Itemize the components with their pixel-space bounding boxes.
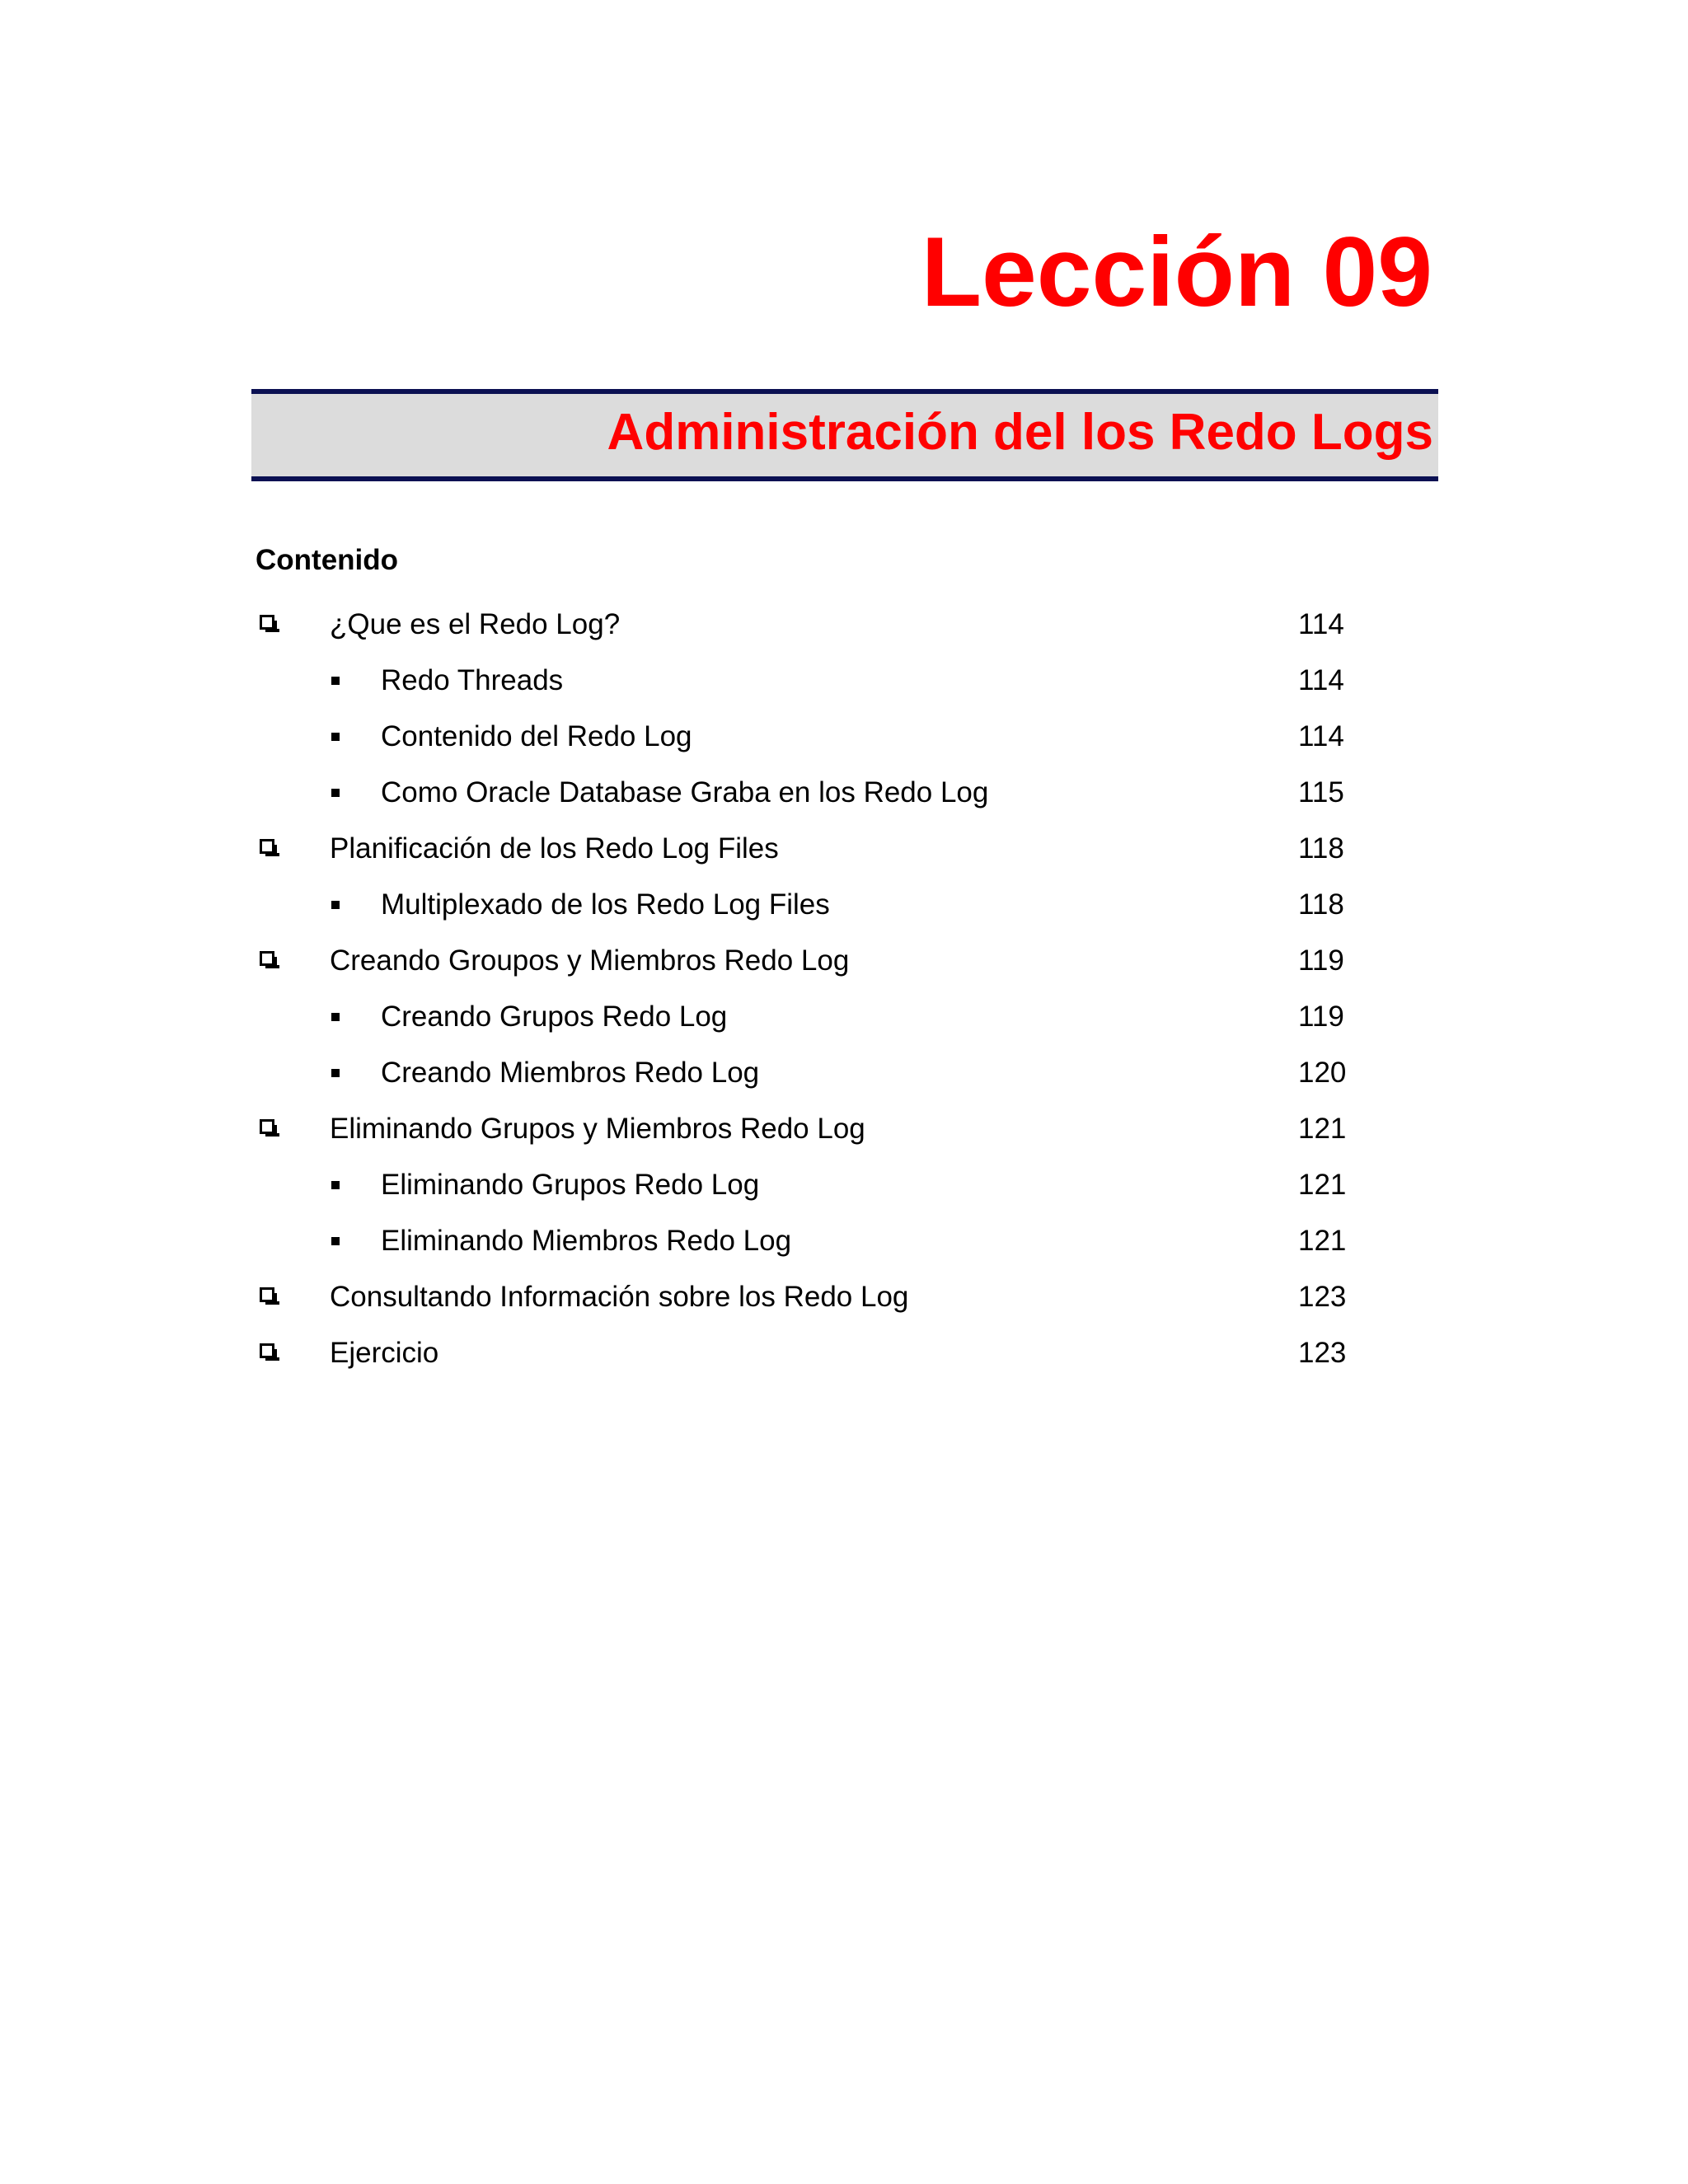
- square-bullet-icon: [331, 1237, 340, 1245]
- toc-page-number: 120: [1298, 1057, 1347, 1089]
- toc-section-row: [256, 1110, 1360, 1166]
- toc-entry-label: Como Oracle Database Graba en los Redo Log: [381, 776, 989, 808]
- square-bullet-icon: [331, 1013, 340, 1021]
- toc-section-row: [256, 1334, 1360, 1390]
- toc-entry-label: Multiplexado de los Redo Log Files: [381, 888, 830, 921]
- toc-entry-label: Redo Threads: [381, 664, 564, 696]
- title-banner: [251, 389, 1438, 481]
- checkbox-icon: [260, 1287, 274, 1302]
- toc-subsection-row: [256, 998, 1360, 1054]
- toc-subsection-row: [256, 1222, 1360, 1278]
- toc-section-row: [256, 830, 1360, 886]
- toc-page-number: 114: [1298, 664, 1344, 696]
- toc-subsection-row: [256, 1054, 1360, 1110]
- toc-entry-label: Creando Grupos Redo Log: [381, 1001, 728, 1033]
- square-bullet-icon: [331, 1181, 340, 1189]
- toc-page-number: 123: [1298, 1337, 1347, 1369]
- square-bullet-icon: [331, 733, 340, 741]
- toc-entry-label: Ejercicio: [330, 1337, 439, 1369]
- checkbox-icon: [260, 839, 274, 854]
- square-bullet-icon: [331, 677, 340, 685]
- toc-page-number: 118: [1298, 888, 1344, 921]
- toc-entry-label: Contenido del Redo Log: [381, 720, 692, 752]
- toc-subsection-row: [256, 1166, 1360, 1222]
- toc-subsection-row: [256, 718, 1360, 774]
- toc-page-number: 118: [1298, 832, 1344, 865]
- toc-subsection-row: [256, 662, 1360, 718]
- toc-subsection-row: [256, 774, 1360, 830]
- toc-entry-label: Creando Groupos y Miembros Redo Log: [330, 944, 850, 977]
- toc-page-number: 119: [1298, 944, 1344, 977]
- toc-page-number: 114: [1298, 720, 1344, 752]
- toc-entry-label: ¿Que es el Redo Log?: [330, 608, 621, 640]
- checkbox-icon: [260, 615, 274, 630]
- toc-section-row: [256, 606, 1360, 662]
- toc-entry-label: Planificación de los Redo Log Files: [330, 832, 779, 865]
- toc-page-number: 119: [1298, 1001, 1344, 1033]
- toc-entry-label: Eliminando Grupos y Miembros Redo Log: [330, 1113, 865, 1145]
- table-of-contents: [256, 606, 1360, 1390]
- square-bullet-icon: [331, 901, 340, 909]
- toc-page-number: 115: [1298, 776, 1344, 808]
- toc-page-number: 114: [1298, 608, 1344, 640]
- toc-page-number: 121: [1298, 1113, 1347, 1145]
- toc-page-number: 121: [1298, 1225, 1347, 1257]
- lesson-title: Lección 09: [921, 217, 1432, 327]
- checkbox-icon: [260, 1343, 274, 1358]
- toc-page-number: 121: [1298, 1169, 1347, 1201]
- contents-heading: Contenido: [256, 544, 399, 576]
- square-bullet-icon: [331, 1069, 340, 1077]
- toc-section-row: [256, 942, 1360, 998]
- square-bullet-icon: [331, 789, 340, 797]
- toc-section-row: [256, 1278, 1360, 1334]
- checkbox-icon: [260, 1119, 274, 1134]
- toc-entry-label: Creando Miembros Redo Log: [381, 1057, 760, 1089]
- checkbox-icon: [260, 951, 274, 966]
- toc-entry-label: Eliminando Grupos Redo Log: [381, 1169, 760, 1201]
- toc-subsection-row: [256, 886, 1360, 942]
- toc-page-number: 123: [1298, 1281, 1347, 1313]
- toc-entry-label: Eliminando Miembros Redo Log: [381, 1225, 792, 1257]
- banner-title: Administración del los Redo Logs: [607, 404, 1433, 461]
- toc-entry-label: Consultando Información sobre los Redo Log: [330, 1281, 909, 1313]
